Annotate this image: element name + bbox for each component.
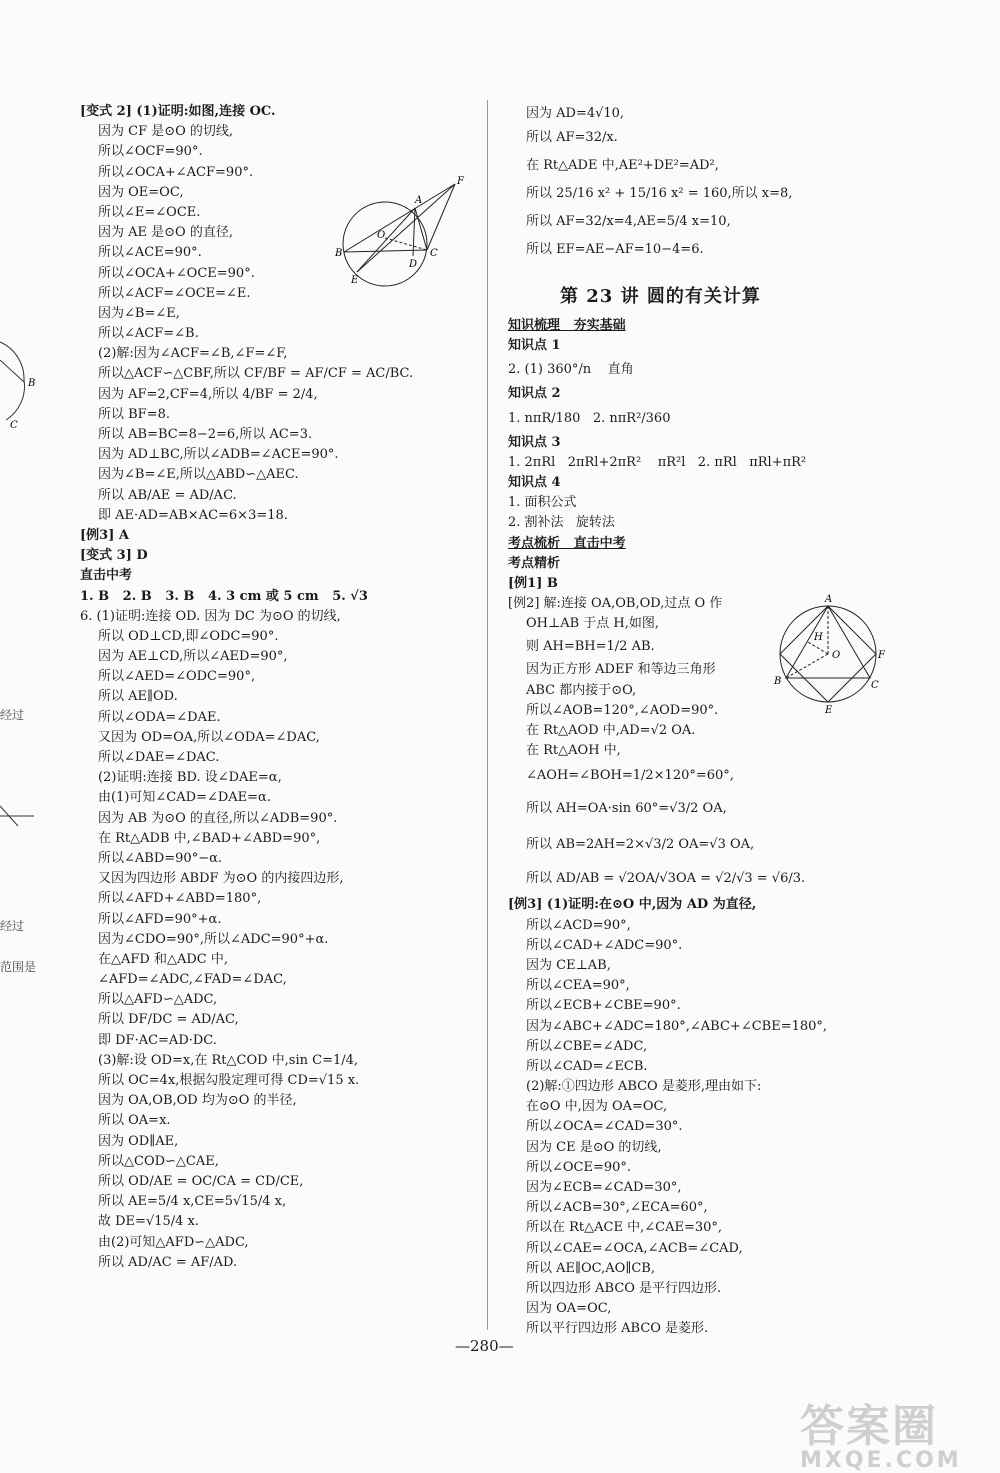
text-line: 因为 AD⊥BC,所以∠ADB=∠ACE=90°. — [98, 447, 339, 463]
text-line: 由(2)可知△AFD∽△ADC, — [98, 1234, 249, 1250]
subsection-heading: 知识点 4 — [508, 474, 561, 490]
edge-circle-fragment — [0, 330, 40, 430]
text-line: (2)解:①四边形 ABCO 是菱形,理由如下: — [526, 1079, 762, 1095]
text-line: 故 DE=√15/4 x. — [98, 1214, 200, 1230]
text-line: 所以∠DAE=∠DAC. — [98, 750, 220, 765]
text-line: 在 Rt△AOH 中, — [526, 743, 621, 759]
text-line: 所以∠ECB+∠CBE=90°. — [526, 998, 681, 1014]
text-line: 所以 AB=2AH=2×√3/2 OA=√3 OA, — [526, 837, 755, 853]
subsection-heading: 知识点 1 — [508, 338, 561, 354]
text-line: 所以 OC=4x,根据勾股定理可得 CD=√15 x. — [98, 1073, 360, 1088]
text-line: 所以∠ABD=90°−α. — [98, 850, 222, 866]
column-divider — [487, 100, 488, 1330]
text-line: 所以∠E=∠OCE. — [98, 204, 201, 220]
text-line: 由(1)可知∠CAD=∠DAE=α. — [98, 790, 271, 806]
text-line: 因为正方形 ADEF 和等边三角形 — [526, 662, 716, 678]
text-line: 所以∠CAD=∠ECB. — [526, 1058, 648, 1074]
label-e: E — [351, 275, 359, 286]
subsection-heading: 知识点 3 — [508, 434, 561, 450]
edge-label-c: C — [10, 420, 18, 430]
text-line: 则 AH=BH=1/2 AB. — [526, 639, 655, 655]
segment-ad — [413, 208, 415, 256]
text-line: 所以∠AOB=120°,∠AOD=90°. — [526, 702, 719, 718]
text-line: 因为 AF=2,CF=4,所以 4/BF = 2/4, — [98, 386, 318, 402]
text-line: 所以∠ACF=∠B. — [98, 326, 199, 342]
text-line: 因为∠ECB=∠CAD=30°, — [526, 1180, 682, 1195]
watermark-text: 答案圈 — [800, 1401, 938, 1452]
lecture-title: 第 23 讲 圆的有关计算 — [560, 286, 761, 307]
segment-oc — [385, 238, 427, 250]
text-line: 因为 CF 是⊙O 的切线, — [98, 124, 234, 140]
text-line: 所以∠ACE=90°. — [98, 245, 202, 261]
text-line: [例2] 解:连接 OA,OB,OD,过点 O 作 — [508, 596, 723, 612]
label-e: E — [825, 705, 833, 714]
segment-ef — [357, 184, 455, 272]
text-line: 所以 DF/DC = AD/AC, — [98, 1012, 239, 1028]
page-number: —280— — [455, 1337, 514, 1355]
text-line: 又因为四边形 ABDF 为⊙O 的内接四边形, — [98, 871, 344, 887]
segment-cf — [427, 184, 455, 250]
text-line: 因为 CE⊥AB, — [526, 957, 611, 973]
text-line: 所以 AE=5/4 x,CE=5√15/4 x, — [98, 1194, 287, 1210]
figure-circle-tangent — [335, 172, 475, 290]
text-line: 所以 AF=32/x=4,AE=5/4 x=10, — [526, 214, 731, 230]
label-f: F — [878, 650, 885, 661]
text-line: (2)证明:连接 BD. 设∠DAE=α, — [98, 770, 282, 786]
text-line: 所以∠CAE=∠OCA,∠ACB=∠CAD, — [526, 1240, 743, 1256]
text-line: 即 DF·AC=AD·DC. — [98, 1032, 217, 1048]
subsection-heading: 考点精析 — [508, 555, 561, 571]
text-line: 所以∠AFD+∠ABD=180°, — [98, 891, 262, 907]
text-line: [变式 3] D — [80, 548, 148, 564]
edge-axis-fragment — [0, 800, 40, 830]
text-line: (3)解:设 OD=x,在 Rt△COD 中,sin C=1/4, — [98, 1052, 359, 1068]
text-line: 所以∠CAD+∠ADC=90°. — [526, 937, 683, 953]
text-line: 在⊙O 中,因为 OA=OC, — [526, 1099, 668, 1115]
text-line: 2. (1) 360°/n 直角 — [508, 362, 634, 378]
text-line: 因为 OE=OC, — [98, 184, 184, 200]
text-line: 所以四边形 ABCO 是平行四边形. — [526, 1280, 722, 1296]
label-o: O — [377, 230, 386, 241]
text-line: 所以∠OCE=90°. — [526, 1159, 632, 1175]
text-line: 在△AFD 和△ADC 中, — [98, 951, 228, 967]
text-line: 所以∠ACF=∠OCE=∠E. — [98, 285, 251, 301]
text-line: 所以 AD/AC = AF/AD. — [98, 1254, 238, 1270]
text-line: 所以 AB=BC=8−2=6,所以 AC=3. — [98, 427, 313, 442]
text-line: 所以∠CBE=∠ADC, — [526, 1038, 648, 1054]
label-d: D — [409, 259, 418, 270]
edge-text: 经过 — [0, 919, 25, 933]
text-line: 因为∠CDO=90°,所以∠ADC=90°+α. — [98, 931, 329, 947]
text-line: 所以∠ACB=30°,∠ECA=60°, — [526, 1200, 708, 1216]
text-line: 即 AE·AD=AB×AC=6×3=18. — [98, 507, 288, 523]
text-line: 所以 AH=OA·sin 60°=√3/2 OA, — [526, 801, 727, 817]
right-column-top — [508, 104, 838, 264]
right-column — [508, 316, 968, 1340]
section-heading: 直击中考 — [80, 568, 133, 584]
text-line: 因为 AE⊥CD,所以∠AED=90°, — [98, 649, 288, 665]
text-line: (2)解:因为∠ACF=∠B,∠F=∠F, — [98, 346, 288, 362]
section-heading: 知识梳理 夯实基础 — [508, 318, 626, 333]
segment-bc — [344, 250, 427, 252]
text-line: 因为∠ABC+∠ADC=180°,∠ABC+∠CBE=180°, — [526, 1018, 828, 1034]
label-f: F — [457, 176, 464, 187]
text-line: 所以 AF=32/x. — [526, 130, 618, 146]
text-line: 因为 OD∥AE, — [98, 1133, 179, 1149]
text-line: 所以∠OCA+∠OCE=90°. — [98, 265, 255, 281]
text-line: 所以△ACF∽△CBF,所以 CF/BF = AF/CF = AC/BC. — [98, 366, 414, 382]
label-b: B — [774, 676, 782, 687]
text-line: 所以∠ACD=90°, — [526, 917, 631, 933]
watermark-url: MXQE.COM — [800, 1448, 962, 1473]
text-line: 1. 2πRl 2πRl+2πR² πR²l 2. πRl πRl+πR² — [508, 454, 807, 470]
text-line: 在 Rt△ADB 中,∠BAD+∠ABD=90°, — [98, 830, 321, 846]
section-heading: 考点梳析 直击中考 — [508, 535, 626, 551]
text-line: 所以△AFD∽△ADC, — [98, 992, 218, 1008]
text-line: 因为 AB 为⊙O 的直径,所以∠ADB=90°. — [98, 810, 338, 826]
text-line: ∠AFD=∠ADC,∠FAD=∠DAC, — [98, 972, 287, 988]
label-a: A — [825, 594, 833, 605]
label-b: B — [335, 248, 343, 259]
label-h: H — [814, 632, 823, 643]
text-line: 所以 AB/AE = AD/AC. — [98, 487, 237, 503]
figure-inscribed-polygons — [770, 592, 892, 714]
text-line: ∠AOH=∠BOH=1/2×120°=60°, — [526, 768, 734, 784]
text-line: 所以 OA=x. — [98, 1113, 171, 1129]
text-line: 所以 AE∥OD. — [98, 689, 178, 705]
text-line: [例3] A — [80, 527, 129, 543]
segment-bf — [344, 184, 455, 252]
text-line: 所以 OD⊥CD,即∠ODC=90°. — [98, 628, 279, 644]
text-line: 因为∠B=∠E, — [98, 305, 180, 321]
edge-text: 经过 — [0, 708, 25, 722]
text-line: 2. 割补法 旋转法 — [508, 515, 615, 531]
text-line: 在 Rt△ADE 中,AE²+DE²=AD², — [526, 158, 719, 174]
text-line: 因为∠B=∠E,所以△ABD∽△AEC. — [98, 467, 299, 483]
text-line: ABC 都内接于⊙O, — [526, 682, 637, 698]
text-line: OH⊥AB 于点 H,如图, — [526, 616, 660, 632]
watermark — [800, 1390, 962, 1473]
text-line: 所以∠ODA=∠DAE. — [98, 709, 221, 725]
text-line: 因为 OA,OB,OD 均为⊙O 的半径, — [98, 1093, 297, 1109]
text-line: 所以 BF=8. — [98, 406, 171, 422]
text-line: 所以 AE∥OC,AO∥CB, — [526, 1260, 655, 1276]
edge-text: 范围是 — [0, 960, 37, 974]
text-line: 因为 OA=OC, — [526, 1301, 612, 1317]
text-line: 因为 CE 是⊙O 的切线, — [526, 1139, 662, 1155]
text-line: 在 Rt△AOD 中,AD=√2 OA. — [526, 723, 696, 738]
segment-oh — [808, 642, 828, 654]
text-line: 所以∠AFD=90°+α. — [98, 911, 222, 927]
text-line: 所以 OD/AE = OC/CA = CD/CE, — [98, 1173, 304, 1189]
text-line: 又因为 OD=OA,所以∠ODA=∠DAC, — [98, 729, 320, 745]
edge-label-b: B — [28, 378, 36, 389]
text-line: 所以平行四边形 ABCO 是菱形. — [526, 1321, 709, 1337]
label-c: C — [430, 248, 438, 259]
label-c: C — [871, 680, 879, 691]
text-line: 因为 AD=4√10, — [526, 106, 625, 121]
text-line: 所以在 Rt△ACE 中,∠CAE=30°, — [526, 1220, 723, 1236]
text-line: 所以 AD/AB = √2OA/√3OA = √2/√3 = √6/3. — [526, 871, 806, 887]
text-line: 1. B 2. B 3. B 4. 3 cm 或 5 cm 5. √3 — [80, 588, 368, 604]
text-line: 1. nπR/180 2. nπR²/360 — [508, 410, 671, 426]
text-line: [例3] (1)证明:在⊙O 中,因为 AD 为直径, — [508, 897, 757, 913]
text-line: 1. 面积公式 — [508, 495, 577, 511]
text-line: 所以 EF=AE−AF=10−4=6. — [526, 242, 704, 258]
text-line: 所以∠AED=∠ODC=90°, — [98, 669, 256, 685]
text-line: 所以∠OCA=∠CAD=30°. — [526, 1119, 683, 1135]
label-a: A — [415, 195, 423, 206]
label-o: O — [832, 650, 841, 661]
text-line: 所以△COD∽△CAE, — [98, 1153, 219, 1169]
text-line: [例1] B — [508, 575, 558, 591]
subsection-heading: 知识点 2 — [508, 386, 561, 402]
text-line: 因为 AE 是⊙O 的直径, — [98, 225, 233, 241]
text-line: 所以∠OCA+∠ACF=90°. — [98, 164, 254, 180]
segment-ae — [357, 208, 418, 272]
text-line: 所以 25/16 x² + 15/16 x² = 160,所以 x=8, — [526, 186, 793, 202]
text-line: [变式 2] (1)证明:如图,连接 OC. — [80, 104, 276, 119]
text-line: 所以∠CEA=90°, — [526, 978, 630, 994]
text-line: 6. (1)证明:连接 OD. 因为 DC 为⊙O 的切线, — [80, 608, 341, 624]
text-line: 所以∠OCF=90°. — [98, 144, 203, 160]
